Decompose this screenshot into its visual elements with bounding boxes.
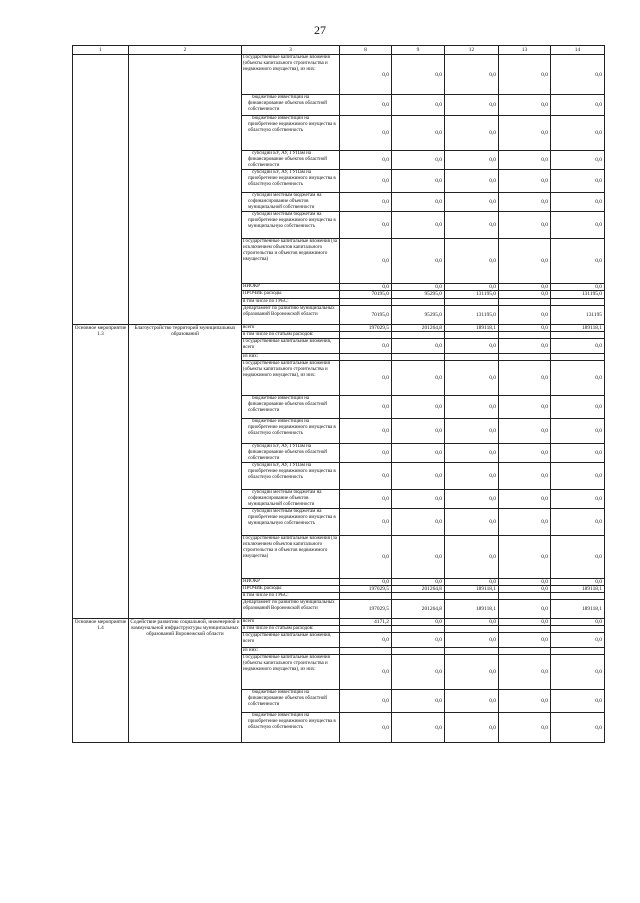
value-cell: 197029,5: [340, 325, 392, 332]
row-label: субсидии БУ, АУ, ГУПам на приобретение недвижимого имущества в областную собственность: [242, 463, 340, 490]
value-cell: [551, 593, 605, 600]
value-cell: [499, 626, 551, 633]
column-header: 9: [392, 46, 445, 55]
value-cell: [340, 332, 392, 339]
column-header: 13: [499, 46, 551, 55]
value-cell: [499, 332, 551, 339]
value-cell: 0,0: [340, 444, 392, 463]
value-cell: 0,0: [499, 151, 551, 170]
value-cell: 0,0: [445, 170, 499, 193]
value-cell: 0,0: [551, 170, 605, 193]
value-cell: 0,0: [551, 713, 605, 743]
row-label: субсидии местным бюджетам на софинансирование объектов муниципальной собственности: [242, 490, 340, 509]
value-cell: 0,0: [445, 193, 499, 212]
value-cell: 0,0: [340, 339, 392, 354]
row-label: ПРОЧИЕ расходы: [242, 586, 340, 593]
value-cell: 0,0: [340, 170, 392, 193]
value-cell: 0,0: [392, 490, 445, 509]
value-cell: 0,0: [340, 116, 392, 151]
value-cell: 189118,1: [551, 325, 605, 332]
value-cell: 0,0: [340, 655, 392, 690]
value-cell: 189118,1: [445, 586, 499, 593]
value-cell: 0,0: [499, 463, 551, 490]
value-cell: [551, 626, 605, 633]
value-cell: 0,0: [551, 444, 605, 463]
value-cell: [340, 648, 392, 655]
value-cell: [551, 354, 605, 361]
value-cell: 131195,0: [551, 291, 605, 299]
value-cell: [340, 593, 392, 600]
value-cell: [445, 332, 499, 339]
value-cell: [392, 299, 445, 306]
value-cell: [340, 354, 392, 361]
value-cell: 0,0: [445, 619, 499, 626]
value-cell: 0,0: [551, 463, 605, 490]
value-cell: 197029,5: [340, 600, 392, 619]
row-label: бюджетные инвестиции на финансирование объектов областной собственности: [242, 690, 340, 713]
value-cell: 0,0: [499, 306, 551, 325]
table-row: [73, 55, 605, 95]
value-cell: [392, 332, 445, 339]
column-header: 14: [551, 46, 605, 55]
value-cell: 0,0: [499, 212, 551, 239]
row-label: в том числе по статьям расходов:: [242, 332, 340, 339]
value-cell: 0,0: [499, 536, 551, 579]
value-cell: 0,0: [499, 419, 551, 444]
row-label: в том числе по ГРБС:: [242, 593, 340, 600]
value-cell: 0,0: [392, 633, 445, 648]
value-cell: 0,0: [392, 212, 445, 239]
value-cell: 197029,5: [340, 586, 392, 593]
value-cell: 0,0: [445, 509, 499, 536]
value-cell: 0,0: [392, 463, 445, 490]
value-cell: 4171,2: [340, 619, 392, 626]
value-cell: 0,0: [499, 655, 551, 690]
value-cell: [340, 299, 392, 306]
row-label: субсидии БУ, АУ, ГУПам на финансирование объектов областной собственности: [242, 151, 340, 170]
value-cell: 0,0: [340, 361, 392, 396]
row-label: в том числе по статьям расходов:: [242, 626, 340, 633]
value-cell: 189118,1: [551, 600, 605, 619]
value-cell: 0,0: [445, 95, 499, 116]
value-cell: 0,0: [340, 690, 392, 713]
value-cell: 0,0: [445, 419, 499, 444]
value-cell: 0,0: [392, 444, 445, 463]
value-cell: 0,0: [499, 361, 551, 396]
row-label: всего: [242, 619, 340, 626]
value-cell: 0,0: [340, 284, 392, 291]
value-cell: 0,0: [551, 419, 605, 444]
row-label: бюджетные инвестиции на приобретение недвижимого имущества в областную собственность: [242, 419, 340, 444]
value-cell: 0,0: [499, 55, 551, 95]
value-cell: 0,0: [392, 396, 445, 419]
row-label: НИОКР: [242, 284, 340, 291]
value-cell: [551, 299, 605, 306]
value-cell: 0,0: [445, 212, 499, 239]
value-cell: 0,0: [392, 170, 445, 193]
row-label: Департамент по развитию муниципальных образований Воронежской области: [242, 306, 340, 325]
value-cell: 0,0: [499, 713, 551, 743]
value-cell: [392, 648, 445, 655]
value-cell: 0,0: [392, 419, 445, 444]
value-cell: 0,0: [551, 509, 605, 536]
value-cell: 0,0: [340, 239, 392, 284]
row-label: из них:: [242, 648, 340, 655]
value-cell: 201264,8: [392, 325, 445, 332]
value-cell: 0,0: [392, 339, 445, 354]
value-cell: 0,0: [392, 55, 445, 95]
table-header-row: [73, 46, 605, 55]
value-cell: 0,0: [551, 55, 605, 95]
value-cell: 95295,0: [392, 306, 445, 325]
value-cell: 0,0: [551, 239, 605, 284]
value-cell: 0,0: [551, 284, 605, 291]
row-label: бюджетные инвестиции на финансирование объектов областной собственности: [242, 396, 340, 419]
value-cell: [499, 299, 551, 306]
value-cell: [445, 299, 499, 306]
value-cell: 0,0: [340, 396, 392, 419]
value-cell: [392, 626, 445, 633]
value-cell: 0,0: [499, 690, 551, 713]
value-cell: 0,0: [499, 291, 551, 299]
value-cell: 0,0: [445, 713, 499, 743]
value-cell: 0,0: [392, 655, 445, 690]
value-cell: 131195,0: [445, 306, 499, 325]
row-label: ПРОЧИЕ расходы: [242, 291, 340, 299]
value-cell: 0,0: [340, 713, 392, 743]
table-row: [73, 619, 605, 626]
value-cell: 0,0: [551, 95, 605, 116]
row-label: субсидии БУ, АУ, ГУПам на приобретение недвижимого имущества в областную собственность: [242, 170, 340, 193]
row-label: субсидии местным бюджетам на софинансирование объектов муниципальной собственности: [242, 193, 340, 212]
event-code: Основное мероприятие 1.4: [73, 619, 129, 743]
event-name: Содействие развитию социальной, инженерной и коммунальной инфраструктуры муниципальных образований Воронежской области: [129, 619, 242, 743]
value-cell: 0,0: [551, 151, 605, 170]
value-cell: 0,0: [392, 95, 445, 116]
value-cell: 0,0: [392, 193, 445, 212]
value-cell: 0,0: [445, 361, 499, 396]
value-cell: 70195,0: [340, 291, 392, 299]
value-cell: 0,0: [551, 619, 605, 626]
value-cell: [392, 593, 445, 600]
value-cell: 0,0: [392, 536, 445, 579]
value-cell: 131195: [551, 306, 605, 325]
value-cell: 0,0: [340, 536, 392, 579]
value-cell: 0,0: [392, 619, 445, 626]
budget-table: [72, 45, 605, 743]
column-header: 3: [242, 46, 340, 55]
value-cell: 0,0: [392, 284, 445, 291]
value-cell: [445, 354, 499, 361]
column-header: 1: [73, 46, 129, 55]
value-cell: [340, 626, 392, 633]
row-label: Государственные капитальные вложения (за исключением объектов капитального строительства и объектов недвижимого имущества): [242, 536, 340, 579]
row-label: бюджетные инвестиции на приобретение недвижимого имущества в областную собственность: [242, 713, 340, 743]
value-cell: 0,0: [551, 579, 605, 586]
value-cell: [445, 626, 499, 633]
value-cell: 0,0: [499, 170, 551, 193]
row-label: Государственные капитальные вложения, всего: [242, 633, 340, 648]
value-cell: 0,0: [499, 325, 551, 332]
row-label: Государственные капитальные вложения (за исключением объектов капитального строительства и объектов недвижимого имущества): [242, 239, 340, 284]
value-cell: 0,0: [499, 509, 551, 536]
value-cell: 0,0: [445, 239, 499, 284]
value-cell: 0,0: [499, 633, 551, 648]
row-label: всего: [242, 325, 340, 332]
value-cell: 0,0: [392, 690, 445, 713]
value-cell: 189118,1: [551, 586, 605, 593]
column-header: 2: [129, 46, 242, 55]
value-cell: 0,0: [445, 690, 499, 713]
value-cell: 0,0: [392, 713, 445, 743]
value-cell: 0,0: [445, 655, 499, 690]
value-cell: 0,0: [392, 239, 445, 284]
value-cell: 0,0: [499, 396, 551, 419]
row-label: Государственные капитальные вложения (объекты капитального строительства и недвижимого имущества), из них:: [242, 55, 340, 95]
value-cell: 0,0: [340, 463, 392, 490]
value-cell: 0,0: [499, 193, 551, 212]
value-cell: [445, 593, 499, 600]
value-cell: 0,0: [340, 419, 392, 444]
value-cell: 0,0: [551, 212, 605, 239]
value-cell: 0,0: [392, 151, 445, 170]
value-cell: 0,0: [445, 396, 499, 419]
value-cell: 0,0: [499, 116, 551, 151]
value-cell: 0,0: [499, 586, 551, 593]
value-cell: 0,0: [551, 193, 605, 212]
event-name: [129, 55, 242, 325]
row-label: Государственные капитальные вложения (объекты капитального строительства и недвижимого имущества), из них:: [242, 361, 340, 396]
value-cell: 0,0: [445, 151, 499, 170]
value-cell: 0,0: [445, 490, 499, 509]
value-cell: 0,0: [499, 619, 551, 626]
value-cell: 0,0: [551, 396, 605, 419]
value-cell: 0,0: [445, 284, 499, 291]
value-cell: 0,0: [499, 239, 551, 284]
value-cell: 0,0: [392, 116, 445, 151]
value-cell: [445, 648, 499, 655]
value-cell: 0,0: [499, 490, 551, 509]
value-cell: 0,0: [445, 55, 499, 95]
value-cell: 0,0: [340, 509, 392, 536]
value-cell: [551, 332, 605, 339]
value-cell: 0,0: [499, 579, 551, 586]
event-name: Благоустройство территорий муниципальных образований: [129, 325, 242, 619]
event-code: Основное мероприятие 1.3: [73, 325, 129, 619]
value-cell: 189118,1: [445, 325, 499, 332]
column-header: 12: [445, 46, 499, 55]
value-cell: 0,0: [445, 463, 499, 490]
value-cell: [499, 354, 551, 361]
row-label: НИОКР: [242, 579, 340, 586]
value-cell: 201264,8: [392, 586, 445, 593]
value-cell: 0,0: [551, 339, 605, 354]
value-cell: 0,0: [551, 116, 605, 151]
value-cell: 201264,8: [392, 600, 445, 619]
value-cell: 0,0: [392, 509, 445, 536]
value-cell: 0,0: [340, 55, 392, 95]
value-cell: 0,0: [445, 339, 499, 354]
value-cell: [499, 648, 551, 655]
value-cell: 0,0: [499, 444, 551, 463]
row-label: Государственные капитальные вложения, всего: [242, 339, 340, 354]
value-cell: 0,0: [445, 444, 499, 463]
value-cell: 0,0: [340, 633, 392, 648]
value-cell: 0,0: [499, 95, 551, 116]
value-cell: 0,0: [551, 690, 605, 713]
value-cell: 70195,0: [340, 306, 392, 325]
row-label: субсидии местным бюджетам на приобретение недвижимого имущества в муниципальную собственность: [242, 212, 340, 239]
value-cell: 0,0: [340, 579, 392, 586]
row-label: субсидии БУ, АУ, ГУПам на финансирование объектов областной собственности: [242, 444, 340, 463]
value-cell: 0,0: [445, 536, 499, 579]
value-cell: 0,0: [499, 600, 551, 619]
value-cell: 0,0: [445, 633, 499, 648]
value-cell: 0,0: [551, 655, 605, 690]
row-label: из них:: [242, 354, 340, 361]
row-label: Государственные капитальные вложения (объекты капитального строительства и недвижимого имущества), из них:: [242, 655, 340, 690]
row-label: Департамент по развитию муниципальных образований Воронежской области: [242, 600, 340, 619]
value-cell: 0,0: [551, 490, 605, 509]
value-cell: 0,0: [340, 95, 392, 116]
row-label: бюджетные инвестиции на приобретение недвижимого имущества в областную собственность: [242, 116, 340, 151]
value-cell: 0,0: [551, 361, 605, 396]
row-label: субсидии местным бюджетам на приобретение недвижимого имущества в муниципальную собственность: [242, 509, 340, 536]
table-row: [73, 325, 605, 332]
value-cell: 0,0: [499, 339, 551, 354]
value-cell: 189118,1: [445, 600, 499, 619]
value-cell: 95295,0: [392, 291, 445, 299]
value-cell: [499, 593, 551, 600]
value-cell: 0,0: [340, 151, 392, 170]
value-cell: 131195,0: [445, 291, 499, 299]
event-code: [73, 55, 129, 325]
value-cell: 0,0: [340, 193, 392, 212]
value-cell: 0,0: [551, 536, 605, 579]
value-cell: [392, 354, 445, 361]
row-label: в том числе по ГРБС:: [242, 299, 340, 306]
column-header: 8: [340, 46, 392, 55]
value-cell: 0,0: [551, 633, 605, 648]
value-cell: 0,0: [499, 284, 551, 291]
value-cell: [551, 648, 605, 655]
value-cell: 0,0: [392, 361, 445, 396]
row-label: бюджетные инвестиции на финансирование объектов областной собственности: [242, 95, 340, 116]
value-cell: 0,0: [340, 212, 392, 239]
value-cell: 0,0: [445, 579, 499, 586]
page-number: 27: [314, 23, 326, 37]
value-cell: 0,0: [340, 490, 392, 509]
value-cell: 0,0: [392, 579, 445, 586]
value-cell: 0,0: [445, 116, 499, 151]
